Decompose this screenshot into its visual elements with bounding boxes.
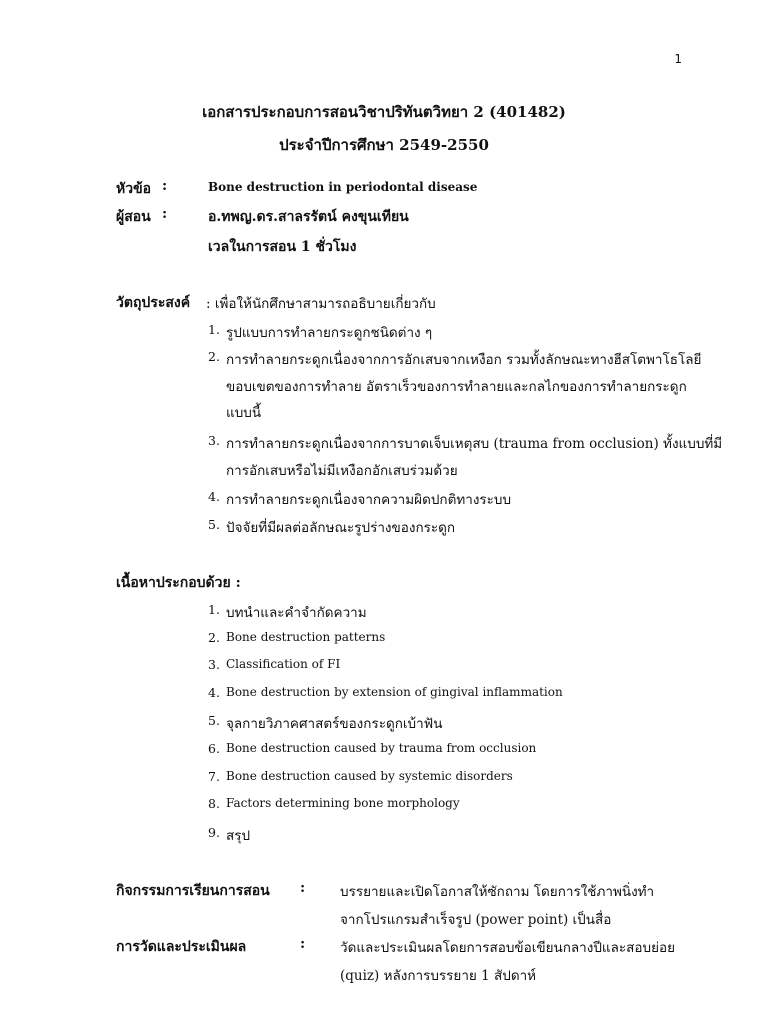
topic-label: หัวข้อ xyxy=(116,181,152,197)
evaluation-text: วัดและประเมินผลโดยการสอบข้อเขียนกลางปีและสอบย่อย xyxy=(340,940,675,956)
content-number: 5. xyxy=(208,713,220,728)
objective-text: ปัจจัยที่มีผลต่อลักษณะรูปร่างของกระดูก xyxy=(226,520,456,536)
objective-text: การทำลายกระดูกเนื่องจากความผิดปกติทางระบบ xyxy=(226,492,512,508)
evaluation-text-continued: (quiz) หลังการบรรยาย 1 สัปดาห์ xyxy=(340,968,537,984)
objectives-intro: : เพื่อให้นักศึกษาสามารถอธิบายเกี่ยวกับ xyxy=(206,296,436,312)
document-title: เอกสารประกอบการสอนวิชาปริทันตวิทยา 2 (401482) xyxy=(202,103,566,121)
objectives-label: วัตถุประสงค์ xyxy=(116,295,191,311)
evaluation-colon: : xyxy=(300,936,306,952)
content-number: 9. xyxy=(208,825,220,840)
activities-label: กิจกรรมการเรียนการสอน xyxy=(116,883,270,899)
objective-text-continued: ขอบเขตของการทำลาย อัตราเร็วของการทำลายและกลไกของการทำลายกระดูก xyxy=(226,379,687,395)
activities-text-continued: จากโปรแกรมสำเร็จรูป (power point) เป็นสื่อ xyxy=(340,912,612,928)
content-number: 8. xyxy=(208,796,220,811)
activities-text: บรรยายและเปิดโอกาสให้ซักถาม โดยการใช้ภาพนิ่งทำ xyxy=(340,884,655,900)
objective-number: 4. xyxy=(208,489,220,504)
content-item: สรุป xyxy=(226,828,251,844)
content-number: 2. xyxy=(208,630,220,645)
objective-text: การทำลายกระดูกเนื่องจากการอักเสบจากเหงือก รวมทั้งลักษณะทางฮีสโตพาโธโลยี xyxy=(226,352,702,368)
content-item: Bone destruction caused by trauma from occlusion xyxy=(226,741,537,755)
contents-label: เนื้อหาประกอบด้วย : xyxy=(116,575,241,591)
content-number: 7. xyxy=(208,769,220,784)
content-item: Bone destruction by extension of gingival inflammation xyxy=(226,685,563,699)
page-number: 1 xyxy=(674,52,682,66)
topic-colon: : xyxy=(162,178,168,194)
instructor-label: ผู้สอน xyxy=(116,209,151,225)
activities-colon: : xyxy=(300,880,306,896)
evaluation-label: การวัดและประเมินผล xyxy=(116,939,247,955)
content-number: 4. xyxy=(208,685,220,700)
content-item: Classification of FI xyxy=(226,657,341,671)
content-item: Factors determining bone morphology xyxy=(226,796,460,810)
content-item: บทนำและคำจำกัดความ xyxy=(226,605,367,621)
objective-text: รูปแบบการทำลายกระดูกชนิดต่าง ๆ xyxy=(226,325,433,341)
teaching-duration: เวลในการสอน 1 ชั่วโมง xyxy=(208,239,357,255)
content-number: 3. xyxy=(208,657,220,672)
objective-number: 5. xyxy=(208,517,220,532)
objective-text: การทำลายกระดูกเนื่องจากการบาดเจ็บเหตุสบ (trauma from occlusion) ทั้งแบบที่มี xyxy=(226,436,723,452)
instructor-value: อ.ทพญ.ดร.สาลรรัตน์ คงขุนเทียน xyxy=(208,209,409,225)
content-number: 6. xyxy=(208,741,220,756)
content-number: 1. xyxy=(208,602,220,617)
content-item: Bone destruction caused by systemic disorders xyxy=(226,769,513,783)
objective-number: 3. xyxy=(208,433,220,448)
instructor-colon: : xyxy=(162,206,168,222)
topic-value: Bone destruction in periodontal disease xyxy=(208,180,478,194)
content-item: Bone destruction patterns xyxy=(226,630,386,644)
academic-year: ประจำปีการศึกษา 2549-2550 xyxy=(279,136,489,154)
objective-text-continued: การอักเสบหรือไม่มีเหงือกอักเสบร่วมด้วย xyxy=(226,463,458,479)
objective-text-continued: แบบนี้ xyxy=(226,405,262,421)
content-item: จุลกายวิภาคศาสตร์ของกระดูกเบ้าฟัน xyxy=(226,716,443,732)
objective-number: 2. xyxy=(208,349,220,364)
objective-number: 1. xyxy=(208,322,220,337)
